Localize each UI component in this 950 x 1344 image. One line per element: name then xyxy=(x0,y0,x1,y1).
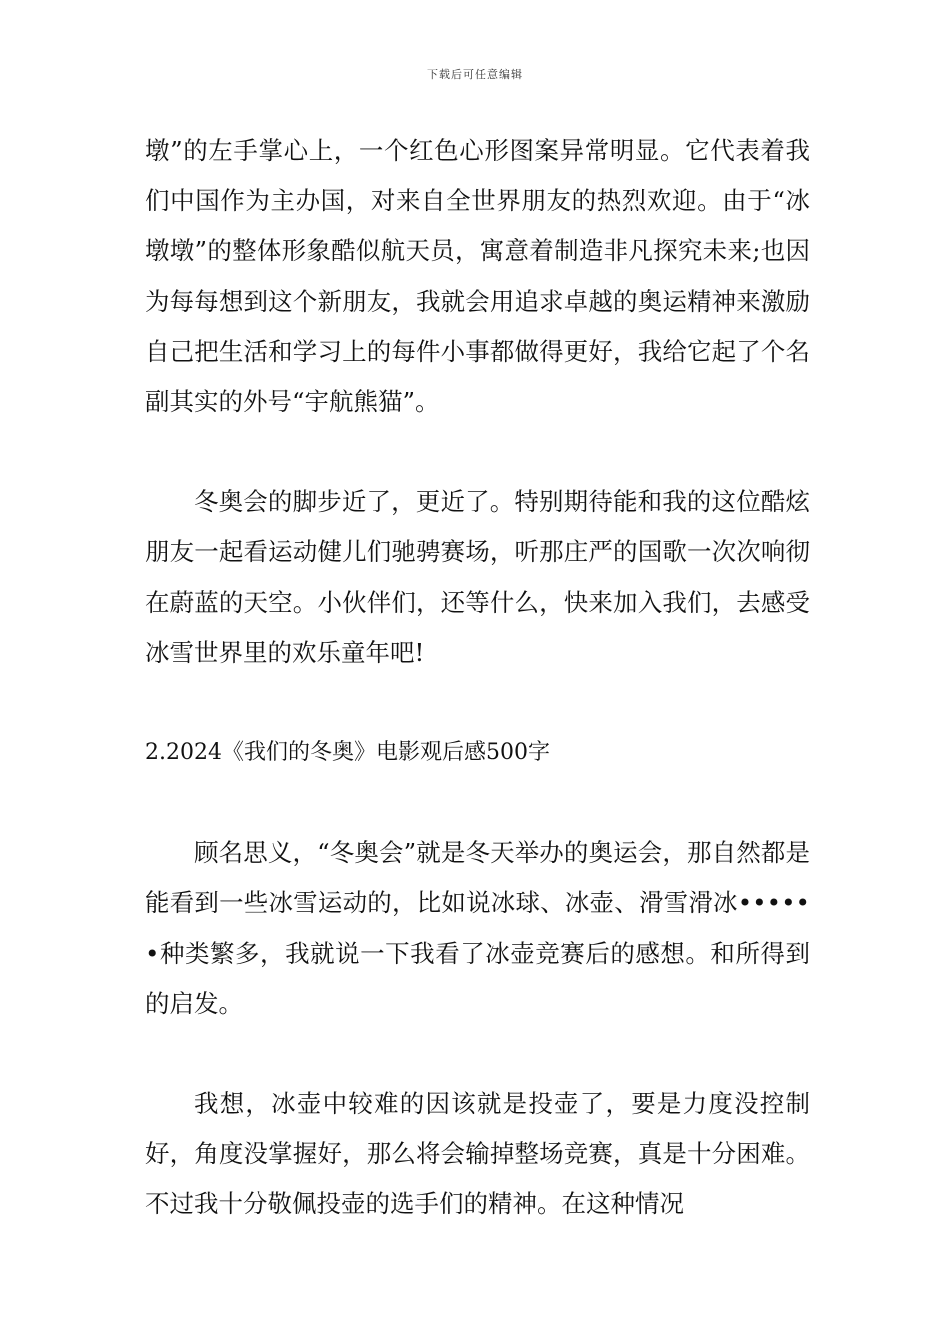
paragraph: 冬奥会的脚步近了，更近了。特别期待能和我的这位酷炫朋友一起看运动健儿们驰骋赛场，听那庄严的国歌一次次响彻在蔚蓝的天空。小伙伴们，还等什么，快来加入我们，去感受冰雪世界里的欢乐童年吧! xyxy=(145,487,810,667)
document-body xyxy=(145,126,810,1230)
paragraph: 顾名思义，“冬奥会”就是冬天举办的奥运会，那自然都是能看到一些冰雪运动的，比如说冰球、冰壶、滑雪滑冰••••••种类繁多，我就说一下我看了冰壶竞赛后的感想。和所得到的启发。 xyxy=(145,838,810,1018)
paragraph: 我想，冰壶中较难的因该就是投壶了，要是力度没控制好，角度没掌握好，那么将会输掉整场竞赛，真是十分困难。不过我十分敬佩投壶的选手们的精神。在这种情况 xyxy=(145,1089,810,1219)
section-heading: 2.2024《我们的冬奥》电影观后感500字 xyxy=(145,740,550,766)
page-header: 下载后可任意编辑 xyxy=(427,68,523,81)
paragraph-continued: 墩”的左手掌心上，一个红色心形图案异常明显。它代表着我们中国作为主办国，对来自全世界朋友的热烈欢迎。由于“冰墩墩”的整体形象酷似航天员，寓意着制造非凡探究未来;也因为每每想到这个新朋友，我就会用追求卓越的奥运精神来激励自己把生活和学习上的每件小事都做得更好，我给它起了个名副其实的外号“宇航熊猫”。 xyxy=(145,136,810,417)
